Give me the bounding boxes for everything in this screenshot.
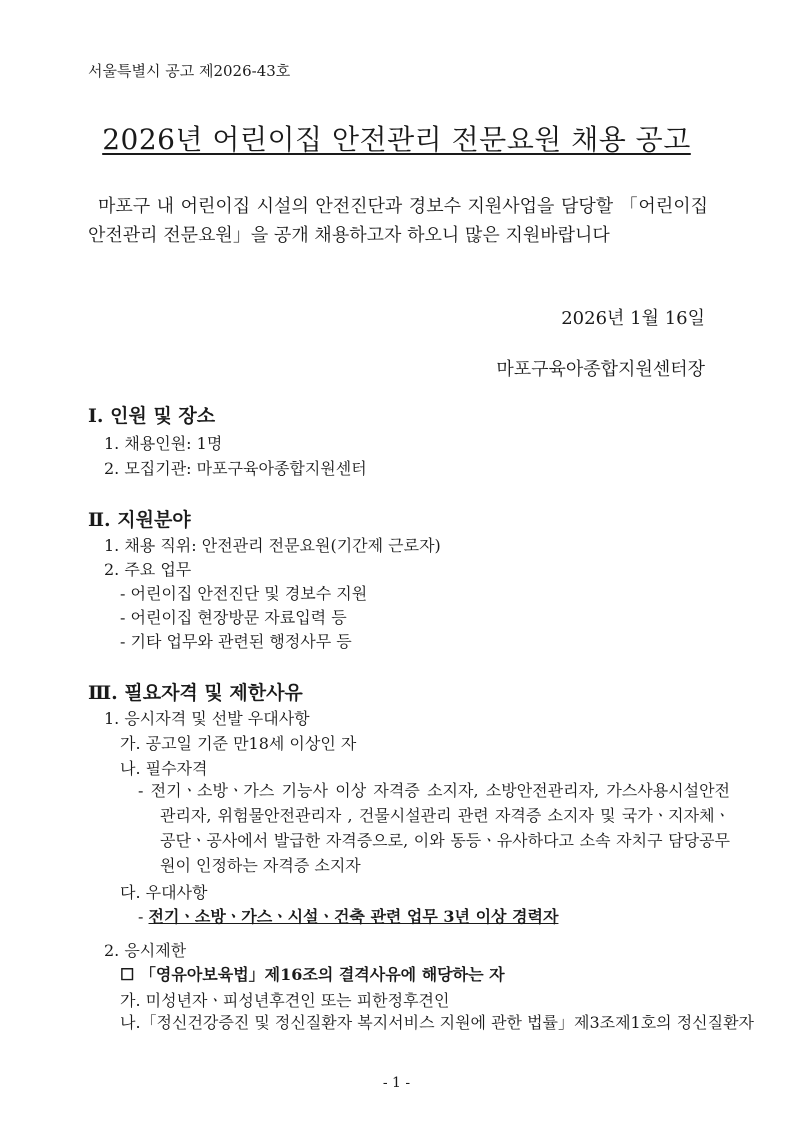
restriction-na: 나.「정신건강증진 및 정신질환자 복지서비스 지원에 관한 법률」제3조제1호의 정신질환자 — [120, 1013, 755, 1032]
required-qualifications: - 전기ㆍ소방ㆍ가스 기능사 이상 자격증 소지자, 소방안전관리자, 가스사용시설안전관리자, 위험물안전관리자 , 건물시설관리 관련 자격증 소지자 및 국가ㆍ지자체ㆍ공단ㆍ공사에서 발급한 자격증으로, 이와 동등ㆍ유사하다고 소속 자치구 담당공무원이 인정하는 자격증 소지자 — [138, 781, 730, 875]
duty-item: - 기타 업무와 관련된 행정사무 등 — [120, 632, 352, 651]
section1-item-2: 2. 모집기관: 마포구육아종합지원센터 — [104, 459, 367, 478]
section2-item-2: 2. 주요 업무 — [104, 560, 192, 579]
section3-item-2: 2. 응시제한 — [104, 941, 187, 960]
section1-heading: Ⅰ. 인원 및 장소 — [88, 405, 216, 427]
signer: 마포구육아종합지원센터장 — [496, 359, 705, 380]
restriction-box-item: ☐ 「영유아보육법」제16조의 결격사유에 해당하는 자 — [120, 965, 505, 984]
page-title: 2026년 어린이집 안전관리 전문요원 채용 공고 — [102, 123, 691, 156]
section2-item-1: 1. 채용 직위: 안전관리 전문요원(기간제 근로자) — [104, 536, 441, 555]
notice-number: 서울특별시 공고 제2026-43호 — [88, 62, 291, 80]
qualification-na: 나. 필수자격 — [120, 759, 208, 778]
dash: - — [138, 907, 149, 926]
duty-item: - 어린이집 현장방문 자료입력 등 — [120, 608, 347, 627]
section3-item-1: 1. 응시자격 및 선발 우대사항 — [104, 709, 310, 728]
section3-heading: Ⅲ. 필요자격 및 제한사유 — [88, 682, 303, 704]
duty-item: - 어린이집 안전진단 및 경보수 지원 — [120, 584, 368, 603]
qualification-da: 다. 우대사항 — [120, 883, 208, 902]
preference-item — [138, 904, 558, 927]
section2-heading: Ⅱ. 지원분야 — [88, 509, 191, 531]
page-number: - 1 - — [382, 1075, 411, 1091]
section1-item-1: 1. 채용인원: 1명 — [104, 434, 223, 453]
qualification-ga: 가. 공고일 기준 만18세 이상인 자 — [120, 734, 357, 753]
restriction-ga: 가. 미성년자ㆍ피성년후견인 또는 피한정후견인 — [120, 991, 450, 1010]
preference-text: 전기ㆍ소방ㆍ가스ㆍ시설ㆍ건축 관련 업무 3년 이상 경력자 — [148, 907, 559, 926]
notice-date: 2026년 1월 16일 — [561, 308, 705, 329]
intro-paragraph: 마포구 내 어린이집 시설의 안전진단과 경보수 지원사업을 담당할 「어린이집 안전관리 전문요원」을 공개 채용하고자 하오니 많은 지원바랍니다 — [88, 196, 708, 246]
